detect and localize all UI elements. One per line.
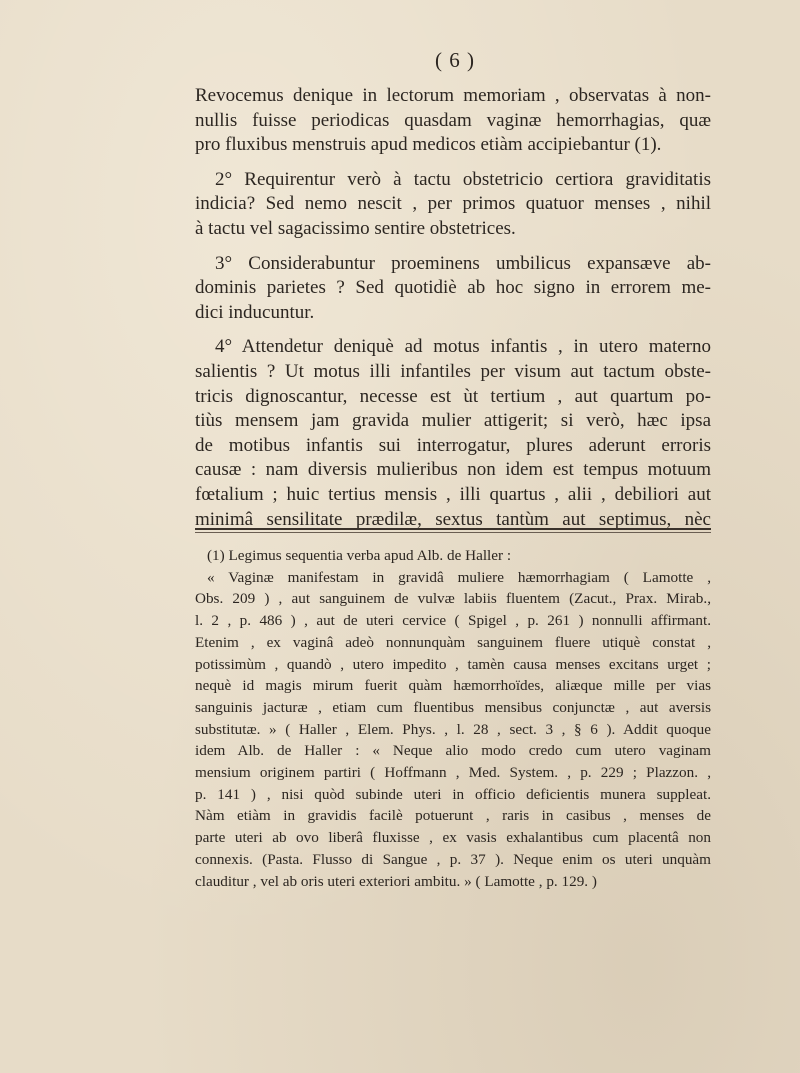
text-line: 4° Attendetur deniquè ad motus infantis , in utero materno: [215, 336, 711, 358]
text-line: indicia? Sed nemo nescit , per primos quatuor menses , nihil: [195, 193, 711, 215]
text-line: tiùs mensem jam gravida mulier attigerit; si verò, hæc ipsa: [195, 410, 711, 432]
footnote-line: l. 2 , p. 486 ) , aut de uteri cervice ( Spigel , p. 261 ) nonnulli affirmant.: [195, 612, 711, 630]
text-line: tricis dignoscantur, necesse est ùt tertium , aut quartum po-: [195, 385, 711, 407]
footnote-line: sanguinis jacturæ , etiam cum fluentibus mensibus conjunctæ , aut aversis: [195, 698, 711, 716]
footnote-line: potissimùm , quandò , utero impedito , tamèn causa menses excitans urget ;: [195, 655, 711, 673]
footnote-line: Nàm etiàm in gravidis facilè potuerunt , raris in casibus , menses de: [195, 807, 711, 825]
footnote-line: clauditur , vel ab oris uteri exteriori ambitu. » ( Lamotte , p. 129. ): [195, 872, 597, 890]
text-line: 3° Considerabuntur proeminens umbilicus expansæve ab-: [215, 252, 711, 274]
footnote-line: substitutæ. » ( Haller , Elem. Phys. , l. 28 , sect. 3 , § 6 ). Addit quoque: [195, 720, 711, 738]
text-line: salientis ? Ut motus illi infantiles per visum aut tactum obste-: [195, 360, 711, 382]
footnotes: [195, 545, 711, 892]
text-line: de motibus infantis sui interrogatur, plures aderunt erroris: [195, 434, 711, 456]
footnote-divider-thin: [195, 532, 711, 533]
footnote-line: connexis. (Pasta. Flusso di Sangue , p. 37 ). Neque enim os uteri unquàm: [195, 850, 711, 868]
footnote-line: parte uteri ab ovo liberâ fluxisse , ex vasis exhalantibus cum placentâ non: [195, 829, 711, 847]
text-line: à tactu vel sagacissimo sentire obstetrices.: [195, 217, 516, 239]
text-line: dominis parietes ? Sed quotidiè ab hoc signo in errorem me-: [195, 277, 711, 299]
main-text: [195, 84, 711, 532]
text-line: minimâ sensilitate prædilæ, sextus tantùm aut septimus, nèc: [195, 508, 711, 530]
text-line: causæ : nam diversis mulieribus non idem est tempus motuum: [195, 459, 711, 481]
footnote-line: Etenim , ex vaginâ adeò nonnunquàm sanguinem fluere utiquè constat ,: [195, 633, 711, 651]
footnote-line: p. 141 ) , nisi quòd subinde uteri in officio deficientis munera suppleat.: [195, 785, 711, 803]
footnote-line: mensium originem partiri ( Hoffmann , Med. System. , p. 229 ; Plazzon. ,: [195, 764, 711, 782]
footnote-line: nequè id magis mirum fuerit quàm hæmorrhoïdes, aliæque mille per vias: [195, 677, 711, 695]
text-line: pro fluxibus menstruis apud medicos etiàm accipiebantur (1).: [195, 134, 662, 156]
text-line: dici inducuntur.: [195, 301, 315, 323]
text-line: fœtalium ; huic tertius mensis , illi quartus , alii , debiliori aut: [195, 483, 711, 505]
text-line: Revocemus denique in lectorum memoriam , observatas à non-: [195, 85, 711, 106]
text-line: 2° Requirentur verò à tactu obstetricio certiora graviditatis: [215, 168, 711, 190]
footnote-line: « Vaginæ manifestam in gravidâ muliere hæmorrhagiam ( Lamotte ,: [207, 568, 711, 586]
footnote-line: (1) Legimus sequentia verba apud Alb. de Haller :: [207, 547, 512, 564]
text-line: nullis fuisse periodicas quasdam vaginæ hemorrhagias, quæ: [195, 109, 711, 131]
footnote-line: idem Alb. de Haller : « Neque alio modo credo cum utero vaginam: [195, 742, 711, 760]
page-number: ( 6 ): [435, 48, 475, 72]
footnote-line: Obs. 209 ) , aut sanguinem de vulvæ labiis fluentem (Zacut., Prax. Mirab.,: [195, 590, 711, 608]
footnote-divider: [195, 528, 711, 530]
